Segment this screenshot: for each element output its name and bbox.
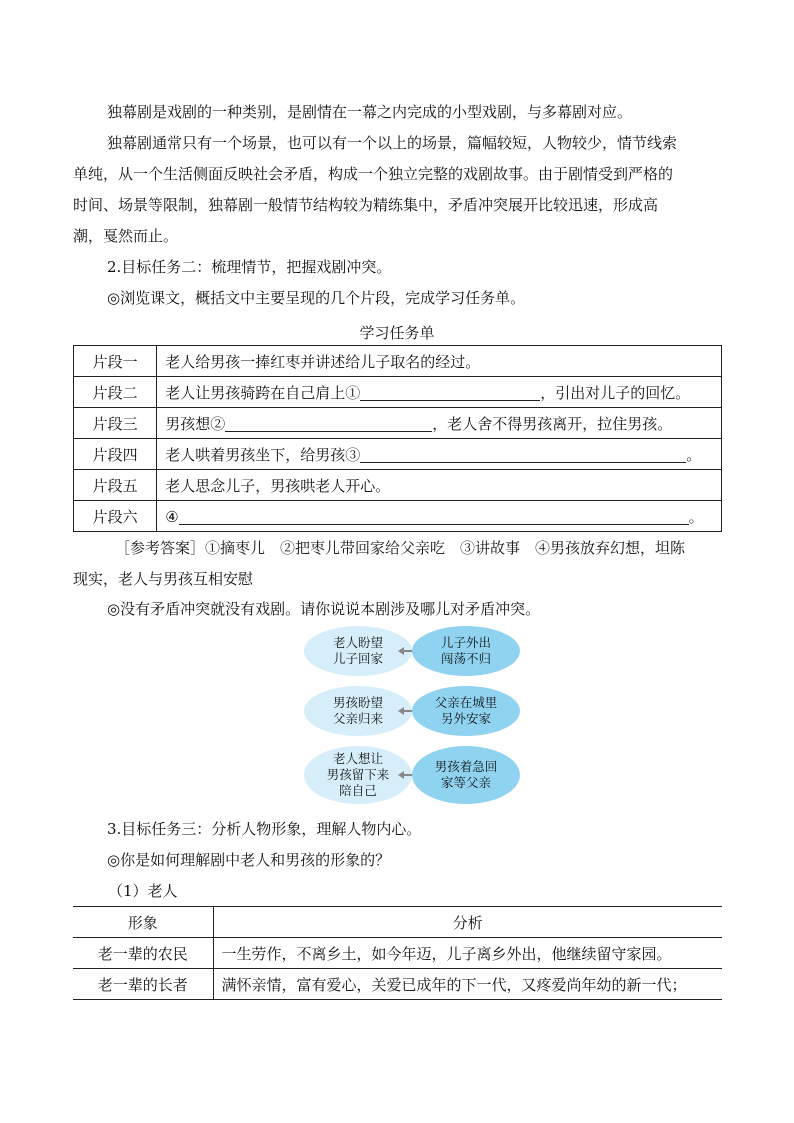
table-row xyxy=(74,470,722,501)
table-row xyxy=(74,346,722,377)
segment-text: 老人哄着男孩坐下，给男孩③ 。 xyxy=(157,439,722,470)
intro-line: 独幕剧是戏剧的一种类别，是剧情在一幕之内完成的小型戏剧，与多幕剧对应。 xyxy=(107,103,633,121)
answer-blank[interactable] xyxy=(179,510,689,525)
conflict-left-oval: 老人想让 男孩留下来 陪自己 xyxy=(304,746,412,804)
header-image: 形象 xyxy=(73,907,213,938)
answer-blank[interactable] xyxy=(360,386,540,401)
analysis-cell: 一生劳作，不离乡土，如今年迈，儿子离乡外出，他继续留守家园。 xyxy=(213,938,722,969)
intro-paragraph-line: 单纯，从一个生活侧面反映社会矛盾，构成一个独立完整的戏剧故事。由于剧情受到严格的 xyxy=(73,165,674,183)
table-row xyxy=(74,501,722,532)
segment-label: 片段一 xyxy=(74,346,157,377)
conflict-left-oval: 老人盼望 儿子回家 xyxy=(304,626,412,676)
conflict-right-oval: 父亲在城里 另外安家 xyxy=(412,686,520,736)
conflict-question: ◎没有矛盾冲突就没有戏剧。请你说说本剧涉及哪儿对矛盾冲突。 xyxy=(107,600,541,618)
segment-label: 片段四 xyxy=(74,439,157,470)
table-header-row xyxy=(73,907,722,938)
task2-instruction: ◎浏览课文，概括文中主要呈现的几个片段，完成学习任务单。 xyxy=(107,289,526,307)
segment-label: 片段五 xyxy=(74,470,157,501)
sub-heading-old-man: （1）老人 xyxy=(108,882,178,900)
conflict-right-oval: 儿子外出 闯荡不归 xyxy=(412,626,520,676)
image-cell: 老一辈的长者 xyxy=(73,969,213,1000)
answer-blank[interactable] xyxy=(225,417,432,432)
table-row xyxy=(73,938,722,969)
character-table xyxy=(73,906,722,1000)
segment-label: 片段二 xyxy=(74,377,157,408)
image-cell: 老一辈的农民 xyxy=(73,938,213,969)
conflict-right-oval: 男孩着急回 家等父亲 xyxy=(412,746,520,804)
segment-text: ④ 。 xyxy=(157,501,722,532)
conflict-diagram xyxy=(300,622,530,808)
intro-paragraph-line: 潮，戛然而止。 xyxy=(73,227,179,245)
segment-text: 老人让男孩骑跨在自己肩上① ，引出对儿子的回忆。 xyxy=(157,377,722,408)
analysis-cell: 满怀亲情，富有爱心，关爱已成年的下一代，又疼爱尚年幼的新一代； xyxy=(213,969,722,1000)
reference-answer: ［参考答案］①摘枣儿 ②把枣儿带回家给父亲吃 ③讲故事 ④男孩放弃幻想，坦陈 xyxy=(115,539,686,557)
intro-paragraph-line: 时间、场景等限制，独幕剧一般情节结构较为精练集中，矛盾冲突展开比较迅速，形成高 xyxy=(73,196,659,214)
task3-heading: 3.目标任务三：分析人物形象，理解人物内心。 xyxy=(107,820,422,838)
segment-label: 片段六 xyxy=(74,501,157,532)
table-row xyxy=(74,439,722,470)
table-row xyxy=(74,408,722,439)
header-analysis: 分析 xyxy=(213,907,722,938)
segment-label: 片段三 xyxy=(74,408,157,439)
segment-text: 男孩想② ，老人舍不得男孩离开，拉住男孩。 xyxy=(157,408,722,439)
table-title: 学习任务单 xyxy=(359,324,435,342)
table-row xyxy=(73,969,722,1000)
answer-blank[interactable] xyxy=(360,448,686,463)
table-row xyxy=(74,377,722,408)
reference-answer-cont: 现实，老人与男孩互相安慰 xyxy=(73,570,254,588)
task-table xyxy=(73,345,722,532)
segment-text: 老人给男孩一捧红枣并讲述给儿子取名的经过。 xyxy=(157,346,722,377)
segment-text: 老人思念儿子，男孩哄老人开心。 xyxy=(157,470,722,501)
intro-paragraph-line: 独幕剧通常只有一个场景，也可以有一个以上的场景，篇幅较短，人物较少，情节线索 xyxy=(107,134,678,152)
conflict-left-oval: 男孩盼望 父亲归来 xyxy=(304,686,412,736)
task3-question: ◎你是如何理解剧中老人和男孩的形象的？ xyxy=(107,851,391,869)
task2-heading: 2.目标任务二：梳理情节，把握戏剧冲突。 xyxy=(107,258,392,276)
